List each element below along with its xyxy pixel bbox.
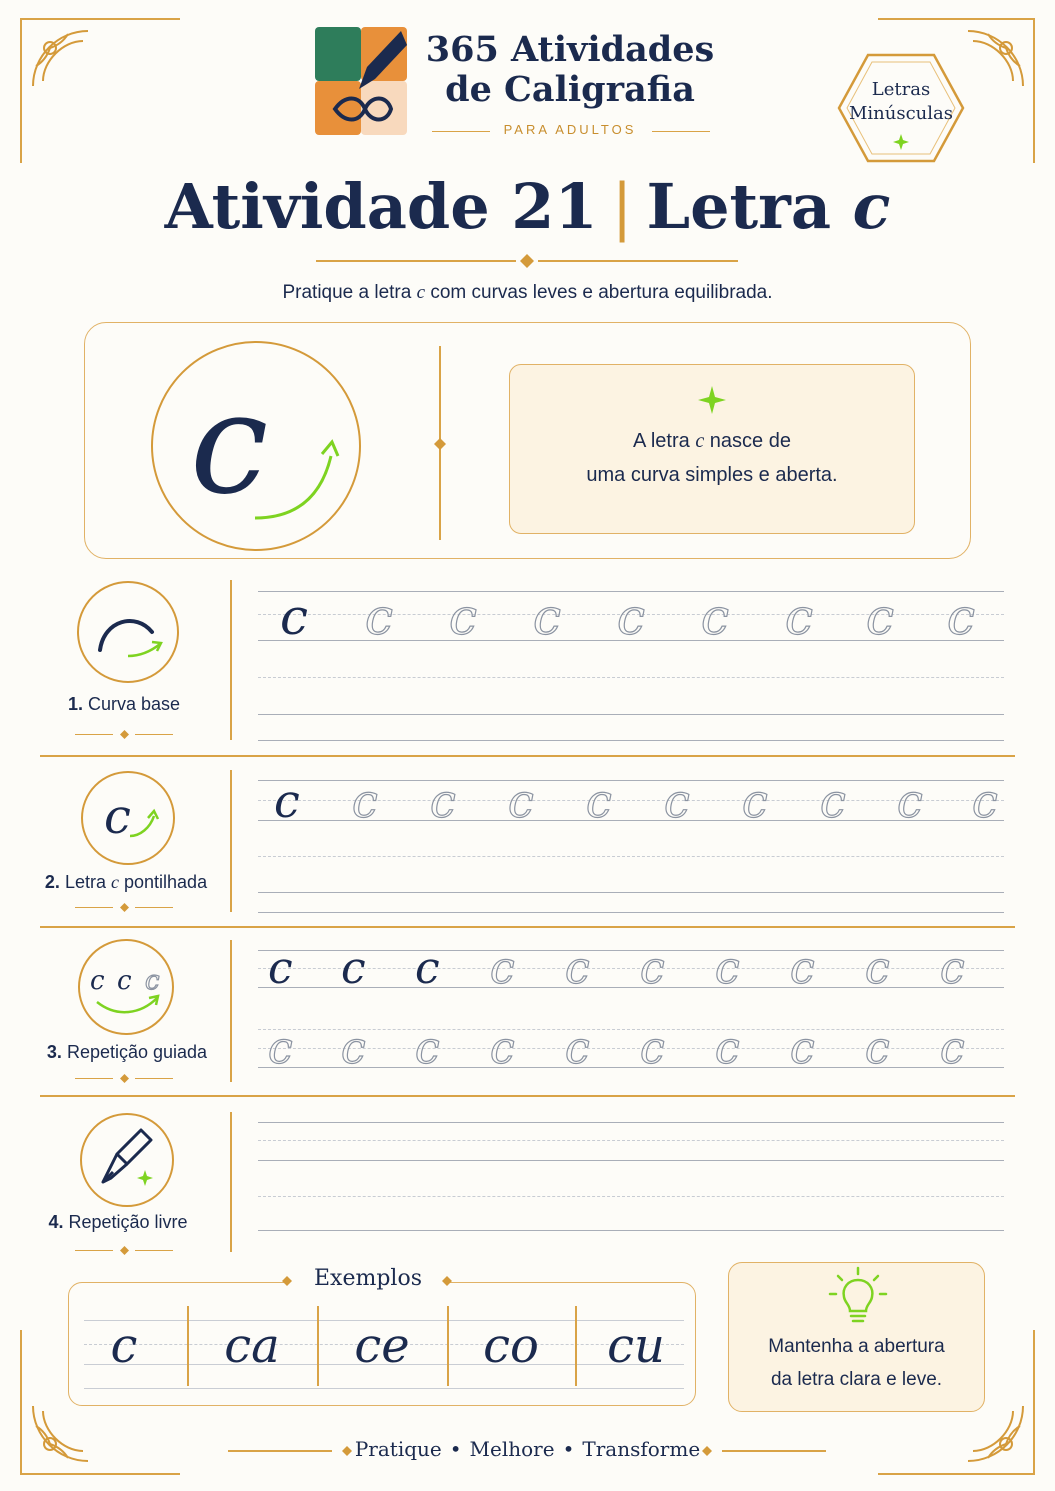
- step1-trace-letter: c: [533, 588, 562, 646]
- step1-underline-right: [135, 734, 173, 735]
- example-word: ce: [354, 1318, 410, 1374]
- step2-trace-letter: c: [820, 774, 846, 828]
- step2-label-letter: c: [110, 872, 119, 892]
- step2-number: 2.: [44, 872, 60, 892]
- step2-model-letter: c: [274, 774, 300, 828]
- step1-model-letter: c: [280, 588, 309, 646]
- step3-guide-base: [258, 987, 1004, 988]
- step4-guide-top2: [258, 1196, 1004, 1197]
- step2-divider: [230, 770, 232, 912]
- examples-divider: [317, 1306, 319, 1386]
- diamond-icon: [120, 1074, 129, 1083]
- step2-trace-letter: c: [352, 774, 378, 828]
- example-word: c: [110, 1318, 138, 1374]
- letter-label: Letra: [646, 170, 832, 243]
- step2-guide-base2: [258, 892, 1004, 893]
- examples-title: Exemplos: [288, 1266, 448, 1291]
- subtitle-text-before: Pratique a letra: [282, 282, 412, 303]
- step3-trace-letter: c: [640, 1023, 665, 1074]
- step2-guide-top2: [258, 856, 1004, 857]
- step3-trace-letter: c: [415, 1023, 440, 1074]
- badge-text: [836, 78, 966, 126]
- section-separator-3: [40, 1095, 1015, 1097]
- step2-trace-letter: c: [508, 774, 534, 828]
- section-separator-2: [40, 926, 1015, 928]
- step4-guide-base2: [258, 1230, 1004, 1231]
- tip-line1: [509, 424, 915, 458]
- footer-line-right: [722, 1450, 826, 1452]
- tip-text-before: A letra: [633, 430, 690, 452]
- hint-line1: Mantenha a abertura: [768, 1336, 945, 1357]
- badge-line2: Minúsculas: [848, 103, 953, 124]
- tip-text-after: nasce de: [709, 430, 791, 452]
- step1-trace-letter: c: [701, 588, 730, 646]
- step3-trace-letter: c: [715, 1023, 740, 1074]
- tip-line2: uma curva simples e aberta.: [586, 464, 838, 486]
- step1-trace-letter: c: [947, 588, 976, 646]
- step4-underline-left: [75, 1250, 113, 1251]
- diamond-icon: [120, 730, 129, 739]
- examples-divider: [575, 1306, 577, 1386]
- step3-underline-left: [75, 1078, 113, 1079]
- step4-guide-mid: [258, 1140, 1004, 1141]
- step1-trace-letter: c: [365, 588, 394, 646]
- brand-title-line2: de Caligrafia: [445, 69, 695, 110]
- diamond-icon: [120, 1246, 129, 1255]
- step3-model-letter: c: [415, 943, 440, 994]
- step4-divider: [230, 1112, 232, 1252]
- step2-guide-bottom: [258, 912, 1004, 913]
- badge-line1: Letras: [871, 79, 931, 100]
- step3-guide-top: [258, 950, 1004, 951]
- example-word: co: [483, 1318, 539, 1374]
- frame-right-top-line: [1033, 18, 1035, 163]
- step2-trace-letter: c: [664, 774, 690, 828]
- title-underline-right: [538, 260, 738, 262]
- frame-top-left-line: [20, 18, 180, 20]
- step3-icon-letter: c: [117, 966, 132, 996]
- step3-guide-mid2: [258, 1048, 1004, 1049]
- footer-dot: •: [449, 1437, 462, 1461]
- step2-text-after: pontilhada: [124, 872, 208, 892]
- step3-trace-letter: c: [940, 943, 965, 994]
- fountain-pen-infinity-logo: [315, 27, 407, 135]
- step2-trace-letter: c: [897, 774, 923, 828]
- step3-number: 3.: [46, 1042, 62, 1062]
- step1-divider: [230, 580, 232, 740]
- example-word: cu: [607, 1318, 665, 1374]
- step3-divider: [230, 940, 232, 1082]
- step2-trace-letter: c: [972, 774, 998, 828]
- frame-top-right-line: [878, 18, 1035, 20]
- step1-label: [24, 694, 224, 715]
- brand-sub-line-right: [652, 131, 710, 132]
- step4-label: [18, 1212, 218, 1233]
- step3-trace-letter: c: [565, 1023, 590, 1074]
- lightbulb-icon: [826, 1266, 890, 1326]
- step3-trace-letter: c: [790, 943, 815, 994]
- step3-guide-top2: [258, 1029, 1004, 1030]
- step3-trace-letter: c: [865, 1023, 890, 1074]
- step2-trace-letter: c: [430, 774, 456, 828]
- step4-number: 4.: [48, 1212, 64, 1232]
- step2-underline-left: [75, 907, 113, 908]
- step4-guide-top: [258, 1122, 1004, 1123]
- frame-bottom-left-line: [20, 1473, 180, 1475]
- examples-divider: [187, 1306, 189, 1386]
- sparkle-icon: [698, 386, 726, 414]
- hint-line2: da letra clara e leve.: [770, 1369, 943, 1390]
- corner-ornament-icon: [28, 26, 98, 96]
- subtitle-text-after: com curvas leves e abertura equilibrada.: [430, 282, 773, 303]
- diamond-icon: [434, 438, 446, 450]
- step3-trace-letter: c: [865, 943, 890, 994]
- title-separator: |: [611, 170, 633, 243]
- step3-guide-base2: [258, 1067, 1004, 1068]
- step3-trace-letter: c: [940, 1023, 965, 1074]
- step3-trace-letter: c: [790, 1023, 815, 1074]
- brand-title: [420, 30, 720, 110]
- frame-left-top-line: [20, 18, 22, 163]
- step4-underline-right: [135, 1250, 173, 1251]
- corner-ornament-icon: [958, 26, 1028, 96]
- step3-trace-letter: c: [490, 1023, 515, 1074]
- step1-trace-letter: c: [617, 588, 646, 646]
- title-underline-left: [316, 260, 516, 262]
- step1-guide-base2: [258, 714, 1004, 715]
- step2-underline-right: [135, 907, 173, 908]
- step2-trace-letter: c: [742, 774, 768, 828]
- step1-number: 1.: [67, 694, 83, 714]
- examples-divider: [447, 1306, 449, 1386]
- step4-guide-base: [258, 1160, 1004, 1161]
- diamond-icon: [442, 1276, 452, 1286]
- step2-label: [26, 872, 226, 893]
- step3-trace-letter: c: [490, 943, 515, 994]
- tip-text: [509, 424, 915, 492]
- footer-word: Melhore: [469, 1437, 555, 1461]
- step3-model-letter: c: [268, 943, 293, 994]
- step2-icon-letter: c: [104, 789, 131, 845]
- brand-title-line1: 365 Atividades: [425, 29, 715, 70]
- step3-underline-right: [135, 1078, 173, 1079]
- examples-guide-bottom: [84, 1388, 684, 1389]
- fountain-pen-icon: [79, 1112, 175, 1208]
- footer-word: Transforme: [582, 1437, 701, 1461]
- footer-motto: [0, 1437, 1055, 1461]
- frame-bottom-right-line: [878, 1473, 1035, 1475]
- tip-letter: c: [695, 430, 705, 452]
- footer-word: Pratique: [354, 1437, 442, 1461]
- step3-trace-letter: c: [715, 943, 740, 994]
- page-title: [0, 170, 1055, 243]
- step1-guide-top2: [258, 677, 1004, 678]
- step1-guide-bottom: [258, 740, 1004, 741]
- curve-arrow-icon: [76, 580, 180, 684]
- diamond-icon: [282, 1276, 292, 1286]
- hero-big-letter: c: [190, 363, 269, 526]
- brand-subtitle: PARA ADULTOS: [503, 122, 637, 137]
- step1-text: Curva base: [87, 694, 181, 714]
- step3-trace-letter: c: [268, 1023, 293, 1074]
- title-letter: c: [852, 170, 891, 243]
- step2-text-before: Letra: [64, 872, 106, 892]
- diamond-icon: [702, 1446, 712, 1456]
- step1-trace-letter: c: [449, 588, 478, 646]
- step1-trace-letter: c: [866, 588, 895, 646]
- step3-trace-letter: c: [341, 1023, 366, 1074]
- page-subtitle: [0, 282, 1055, 304]
- step1-trace-letter: c: [785, 588, 814, 646]
- step4-text: Repetição livre: [68, 1212, 188, 1232]
- activity-number: Atividade 21: [164, 170, 598, 243]
- step3-trace-letter: c: [640, 943, 665, 994]
- diamond-icon: [520, 254, 534, 268]
- step3-model-letter: c: [341, 943, 366, 994]
- step3-label: [27, 1042, 227, 1063]
- step2-trace-letter: c: [586, 774, 612, 828]
- step3-trace-letter: c: [565, 943, 590, 994]
- step3-guide-mid: [258, 968, 1004, 969]
- step3-icon-letter: c: [90, 966, 105, 996]
- diamond-icon: [120, 903, 129, 912]
- step3-text: Repetição guiada: [66, 1042, 208, 1062]
- subtitle-letter: c: [416, 282, 426, 303]
- section-separator-1: [40, 755, 1015, 757]
- hint-text: [728, 1330, 985, 1396]
- step1-underline-left: [75, 734, 113, 735]
- step3-icon-letter: c: [145, 966, 160, 996]
- example-word: ca: [224, 1318, 280, 1374]
- footer-dot: •: [562, 1437, 575, 1461]
